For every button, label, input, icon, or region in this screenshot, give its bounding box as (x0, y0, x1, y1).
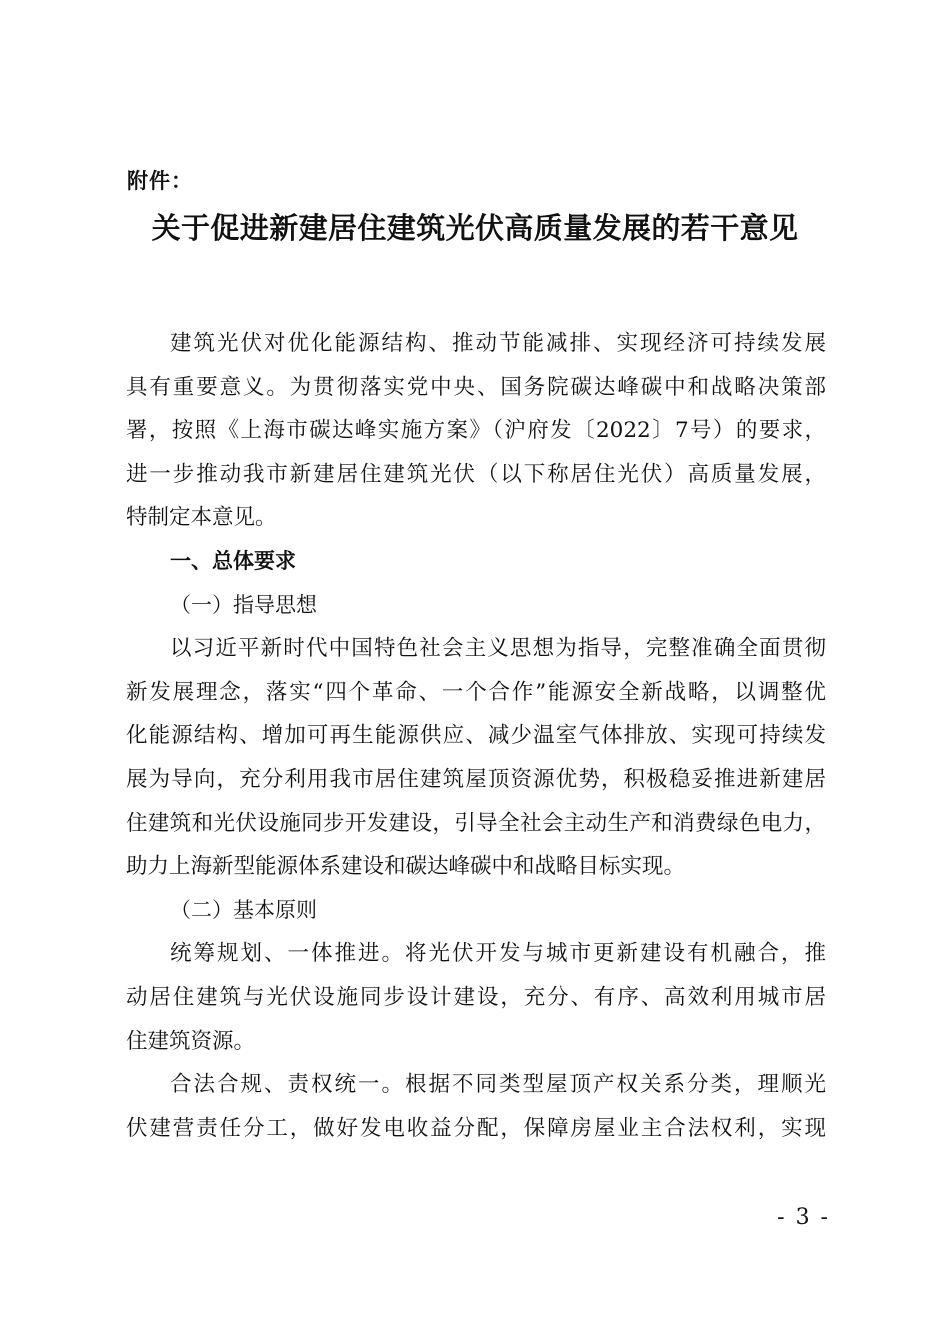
body-line: 住建筑资源。 (126, 1028, 256, 1054)
body-line: 动居住建筑与光伏设施同步设计建设，充分、有序、高效利用城市居 (126, 984, 826, 1010)
section-heading: 一、总体要求 (170, 548, 296, 573)
body-line: 统筹规划、一体推进。将光伏开发与城市更新建设有机融合，推 (170, 941, 826, 967)
body-line: 合法合规、责权统一。根据不同类型屋顶产权关系分类，理顺光 (170, 1072, 826, 1098)
body-line: 展为导向，充分利用我市居住建筑屋顶资源优势，积极稳妥推进新建居 (126, 766, 826, 792)
body-line: 具有重要意义。为贯彻落实党中央、国务院碳达峰碳中和战略决策部 (126, 374, 826, 400)
document-title: 关于促进新建居住建筑光伏高质量发展的若干意见 (151, 211, 799, 245)
body-line: 住建筑和光伏设施同步开发建设，引导全社会主动生产和消费绿色电力， (126, 810, 826, 836)
page-number: - 3 - (777, 1205, 830, 1230)
body-line: 伏建营责任分工，做好发电收益分配，保障房屋业主合法权利，实现 (126, 1115, 826, 1141)
document-body (126, 322, 826, 1150)
body-line: 新发展理念，落实“四个革命、一个合作”能源安全新战略，以调整优 (126, 679, 826, 705)
subsection-heading: （二）基本原则 (170, 897, 317, 922)
body-line: 建筑光伏对优化能源结构、推动节能减排、实现经济可持续发展 (170, 331, 826, 356)
body-line: 化能源结构、增加可再生能源供应、减少温室气体排放、实现可持续发 (126, 723, 826, 749)
body-line: 特制定本意见。 (126, 505, 277, 531)
subsection-heading: （一）指导思想 (170, 592, 317, 617)
body-line: 进一步推动我市新建居住建筑光伏（以下称居住光伏）高质量发展， (126, 461, 826, 487)
body-line: 署，按照《上海市碳达峰实施方案》（沪府发〔2022〕7号）的要求， (126, 418, 826, 444)
attachment-label: 附件： (127, 169, 193, 193)
body-line: 以习近平新时代中国特色社会主义思想为指导，完整准确全面贯彻 (170, 636, 826, 662)
body-line: 助力上海新型能源体系建设和碳达峰碳中和战略目标实现。 (126, 854, 686, 880)
